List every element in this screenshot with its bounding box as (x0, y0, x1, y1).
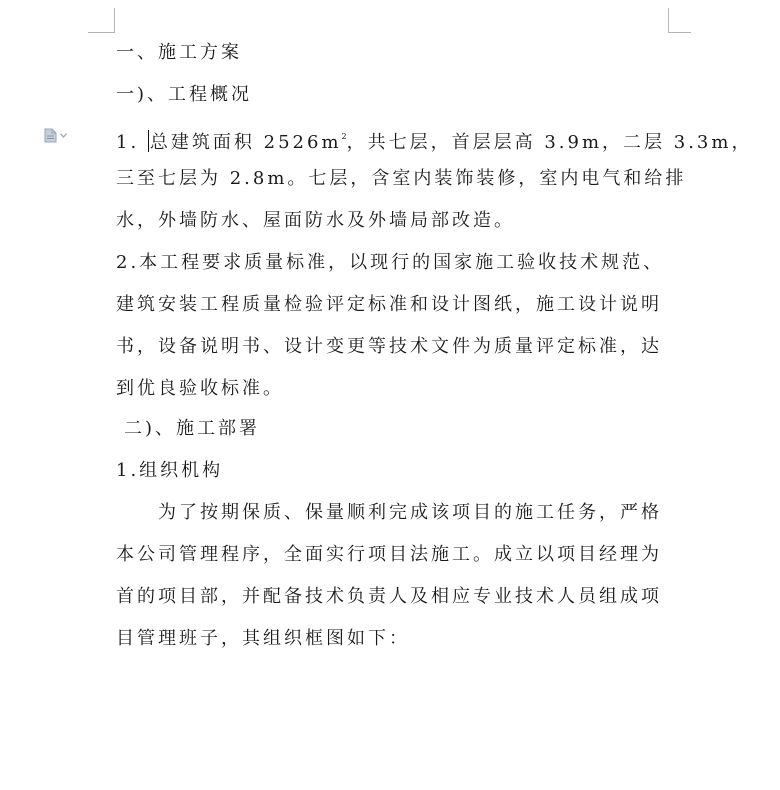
heading-construction-deployment: 二)、施工部署 (124, 418, 261, 439)
item-1-line-1[interactable] (116, 126, 752, 154)
org-paragraph-line-3: 首的项目部，并配备技术负责人及相应专业技术人员组成项 (116, 586, 662, 607)
item-2-line-3: 书，设备说明书、设计变更等技术文件为质量评定标准，达 (116, 336, 662, 357)
org-paragraph-line-2: 本公司管理程序，全面实行项目法施工。成立以项目经理为 (116, 544, 662, 565)
subheading-organization: 1.组织机构 (116, 460, 224, 481)
item-1-line-2: 三至七层为 2.8m。七层，含室内装饰装修，室内电气和给排 (116, 168, 687, 189)
org-paragraph-line-1: 为了按期保质、保量顺利完成该项目的施工任务，严格 (158, 502, 662, 523)
crop-mark-top-left (88, 8, 115, 33)
document-icon (44, 128, 57, 143)
item-1-line-3: 水，外墙防水、屋面防水及外墙局部改造。 (116, 210, 515, 231)
item-1-text-start: 总建筑面积 2526m (149, 132, 342, 153)
org-paragraph-line-4: 目管理班子，其组织框图如下： (116, 628, 410, 649)
item-1-text-end: ，共七层，首层层高 3.9m，二层 3.3m， (346, 132, 753, 153)
chevron-down-icon (60, 133, 67, 138)
item-2-line-1: 2.本工程要求质量标准，以现行的国家施工验收技术规范、 (116, 252, 665, 273)
item-1-number: 1. (116, 132, 140, 153)
crop-mark-top-right (668, 8, 691, 33)
heading-project-overview: 一)、工程概况 (116, 84, 253, 105)
item-2-line-4: 到优良验收标准。 (116, 378, 284, 399)
heading-construction-plan: 一、施工方案 (116, 42, 242, 63)
paragraph-options-button[interactable] (44, 127, 76, 143)
superscript-2: 2 (341, 132, 347, 141)
item-2-line-2: 建筑安装工程质量检验评定标准和设计图纸，施工设计说明 (116, 294, 662, 315)
text-cursor (148, 130, 149, 152)
